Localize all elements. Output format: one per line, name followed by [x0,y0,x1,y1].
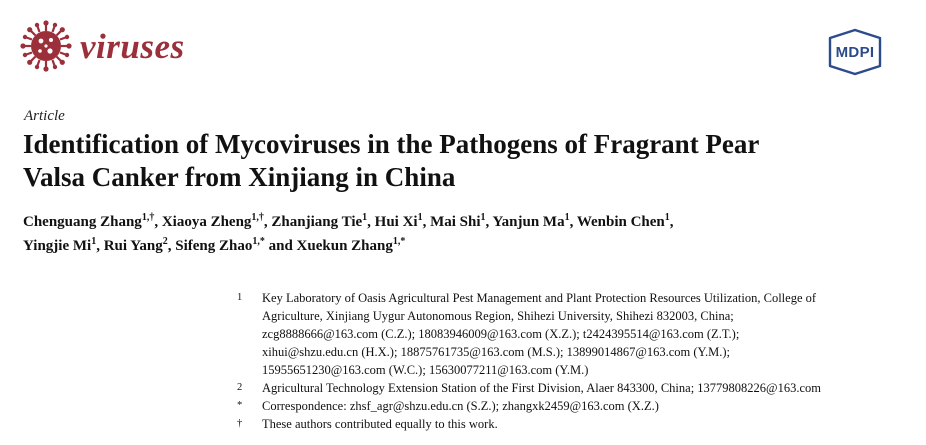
affiliation-line: 15955651230@163.com (W.C.); 15630077211@163.com (Y.M.) [262,363,589,377]
author-separator: , [569,214,577,230]
publisher-logo [822,28,888,76]
affiliation-line: xihui@shzu.edu.cn (H.X.); 18875761735@163.com (M.S.); 13899014867@163.com (Y.M.); [262,345,730,359]
article-title [23,128,903,194]
author-separator: , [96,238,104,254]
author-affiliation-mark: 1,* [392,236,406,247]
author-name: Yingjie Mi [23,238,92,254]
journal-name: viruses [80,26,185,66]
affiliation-text [262,289,903,379]
publisher-name: MDPI [835,44,875,61]
author-name: Yanjun Ma [492,214,565,230]
affiliation-text [262,379,903,397]
author-affiliation-mark: 2 [162,236,168,247]
affiliation-line: Key Laboratory of Oasis Agricultural Pest Management and Plant Protection Resources Utilization, College of [262,291,817,305]
correspondence-item [233,397,903,415]
author-name: Xuekun Zhang [296,238,393,254]
author-affiliation-mark: 1,† [251,212,264,223]
equal-contribution-marker: † [237,418,243,429]
author-affiliation-mark: 1 [417,212,423,223]
author-affiliation-mark: 1 [664,212,670,223]
title-line: Valsa Canker from Xinjiang in China [23,162,456,192]
affiliation-line: Agricultural Technology Extension Station of the First Division, Alaer 843300, China; 13779808226@163.com [262,381,821,395]
author-name: Mai Shi [430,214,481,230]
affiliation-marker: 1 [237,292,243,303]
author-name: Sifeng Zhao [175,238,253,254]
affiliation-line: zcg8888666@163.com (C.Z.); 18083946009@163.com (X.Z.); t2424395514@163.com (Z.T.); [262,327,740,341]
affiliation-marker: 2 [237,382,243,393]
author-affiliation-mark: 1 [564,212,570,223]
author-separator: , [154,214,162,230]
author-separator: , [485,214,493,230]
affiliations [233,289,903,433]
correspondence-marker: * [237,400,243,411]
title-line: Identification of Mycoviruses in the Pathogens of Fragrant Pear [23,129,760,159]
correspondence-line: Correspondence: zhsf_agr@shzu.edu.cn (S.Z.); zhangxk2459@163.com (X.Z.) [262,399,659,413]
author-name: Xiaoya Zheng [161,214,252,230]
equal-contribution-note [233,415,903,433]
journal-logo [20,18,185,74]
author-affiliation-mark: 1 [362,212,368,223]
affiliation-line: Agriculture, Xinjiang Uygur Autonomous Region, Shihezi University, Shihezi 832003, China; [262,309,734,323]
author-name: Chenguang Zhang [23,214,142,230]
author-name: Hui Xi [374,214,418,230]
author-separator: , [263,214,272,230]
equal-contribution-text [262,415,903,433]
article-type: Article [24,108,65,124]
correspondence-text [262,397,903,415]
author-list [23,210,903,258]
author-name: Rui Yang [103,238,163,254]
affiliation-item [233,379,903,397]
author-name: Zhanjiang Tie [271,214,363,230]
equal-contribution-line: These authors contributed equally to this work. [262,417,498,431]
author-affiliation-mark: 1 [91,236,97,247]
author-name: Wenbin Chen [576,214,665,230]
author-separator: , [367,214,375,230]
author-separator: , [669,214,674,230]
affiliation-item [233,289,903,379]
author-affiliation-mark: 1,* [252,236,265,247]
virus-icon [20,20,72,72]
author-affiliation-mark: 1 [480,212,486,223]
author-separator: , [167,238,176,254]
author-separator: and [264,238,297,254]
author-affiliation-mark: 1,† [141,212,155,223]
author-separator: , [422,214,431,230]
